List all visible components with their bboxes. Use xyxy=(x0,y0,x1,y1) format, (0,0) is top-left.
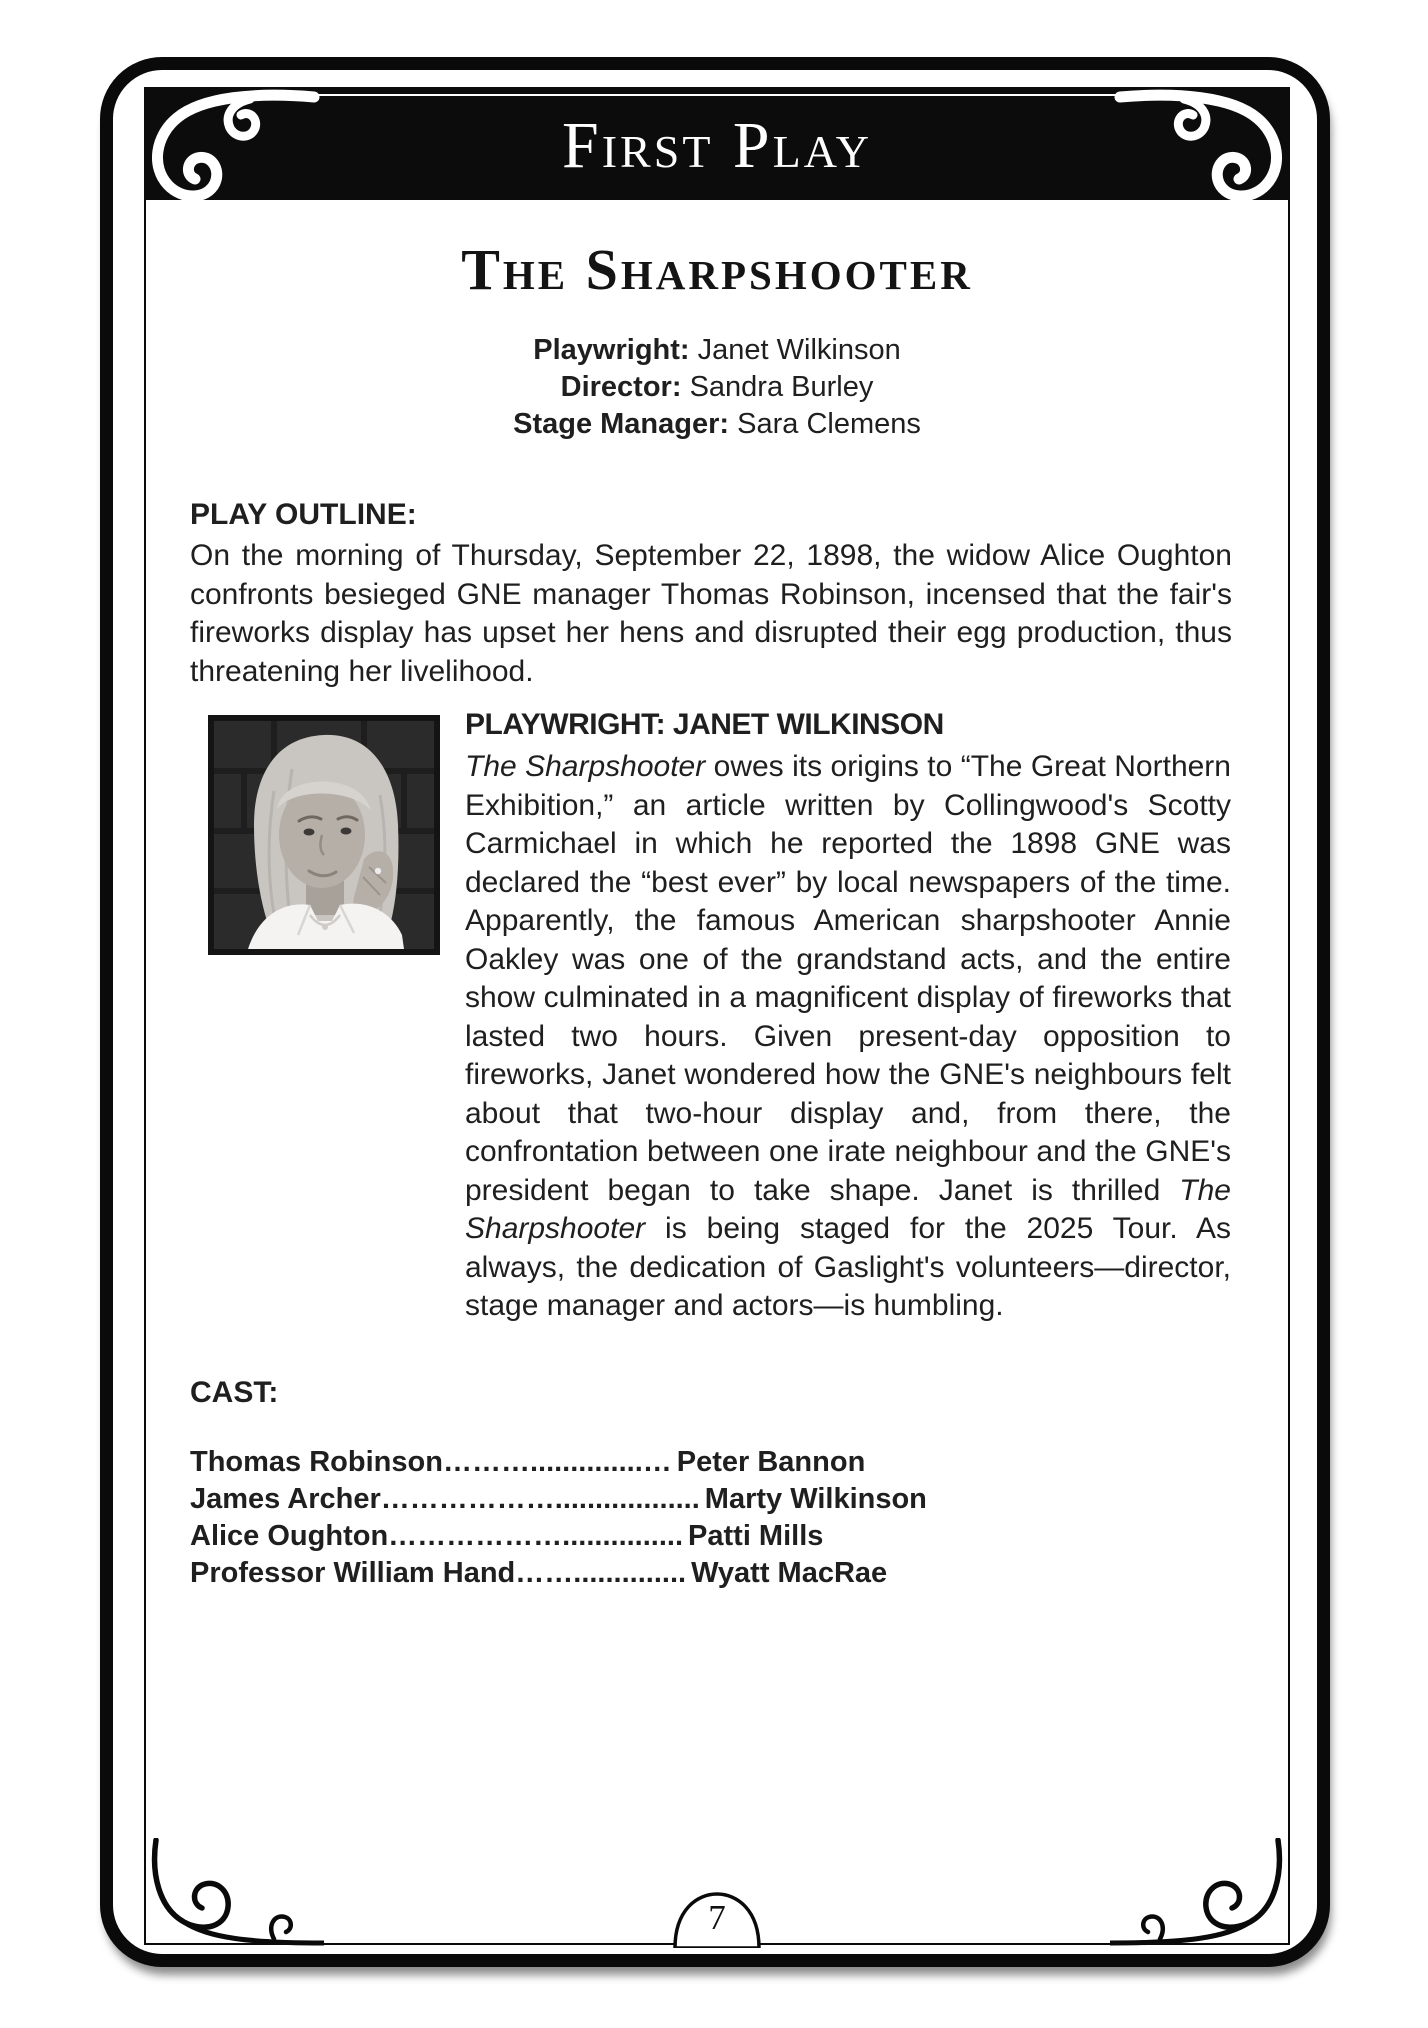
cast-actor: Wyatt MacRae xyxy=(691,1557,888,1589)
credit-line xyxy=(144,369,1290,406)
cast-row xyxy=(190,1481,1232,1518)
cast-label: CAST: xyxy=(190,1376,279,1409)
leader-dots: ………………............... xyxy=(388,1520,684,1552)
credit-line xyxy=(144,332,1290,369)
cast-list xyxy=(190,1444,1232,1592)
credit-line xyxy=(144,406,1290,443)
credit-value: Janet Wilkinson xyxy=(697,334,901,366)
credit-value: Sara Clemens xyxy=(737,408,921,440)
cast-role: Thomas Robinson xyxy=(190,1446,443,1478)
outline-label: PLAY OUTLINE: xyxy=(190,498,417,531)
bio-paragraph: The Sharpshooter owes its origins to “The Great Northern Exhibition,” an article written by Collingwood's Scotty Carmichael in which he reported the 1898 GNE was declared the “best ever” by local newspapers of the time. Apparently, the famous American sharpshooter Annie Oakley was one of the grandstand acts, and the entire show culminated in a magnificent display of fireworks that lasted two hours. Given present-day opposition to fireworks, Janet wondered how the GNE's neighbours felt about that two-hour display and, from there, the confrontation between one irate neighbour and the GNE's president began to take shape. Janet is thrilled The Sharpshooter is being staged for the 2025 Tour. As always, the dedication of Gaslight's volunteers—director, stage manager and actors—is humbling. xyxy=(465,750,1231,1322)
cast-actor: Peter Bannon xyxy=(676,1446,866,1478)
cast-role: Alice Oughton xyxy=(190,1520,389,1552)
credit-label: Playwright: xyxy=(533,334,690,366)
cast-row xyxy=(190,1518,1232,1555)
cast-actor: Patti Mills xyxy=(688,1520,824,1552)
credit-label: Stage Manager: xyxy=(513,408,730,440)
leader-dots: ………..............… xyxy=(442,1446,672,1478)
credit-label: Director: xyxy=(560,371,682,403)
leader-dots: ……………….................. xyxy=(380,1483,700,1515)
page-number: 7 xyxy=(708,1898,726,1937)
credit-value: Sandra Burley xyxy=(689,371,874,403)
playwright-photo xyxy=(208,715,440,955)
cast-actor: Marty Wilkinson xyxy=(704,1483,927,1515)
cast-row xyxy=(190,1555,1232,1592)
cast-role: James Archer xyxy=(190,1483,381,1515)
bio-heading: PLAYWRIGHT: JANET WILKINSON xyxy=(465,708,944,741)
cast-row xyxy=(190,1444,1232,1481)
credits-block xyxy=(144,332,1290,443)
play-title: The Sharpshooter xyxy=(461,237,973,302)
cast-role: Professor William Hand xyxy=(190,1557,516,1589)
header-band xyxy=(144,87,1290,200)
page-title: First Play xyxy=(562,109,872,182)
leader-dots: …….............. xyxy=(515,1557,687,1589)
outline-paragraph: On the morning of Thursday, September 22, 1898, the widow Alice Oughton confronts besieged GNE manager Thomas Robinson, incensed that the fair's fireworks display has upset her hens and disrupted their egg production, thus threatening her livelihood. xyxy=(190,539,1232,688)
portrait-illustration xyxy=(214,721,434,949)
